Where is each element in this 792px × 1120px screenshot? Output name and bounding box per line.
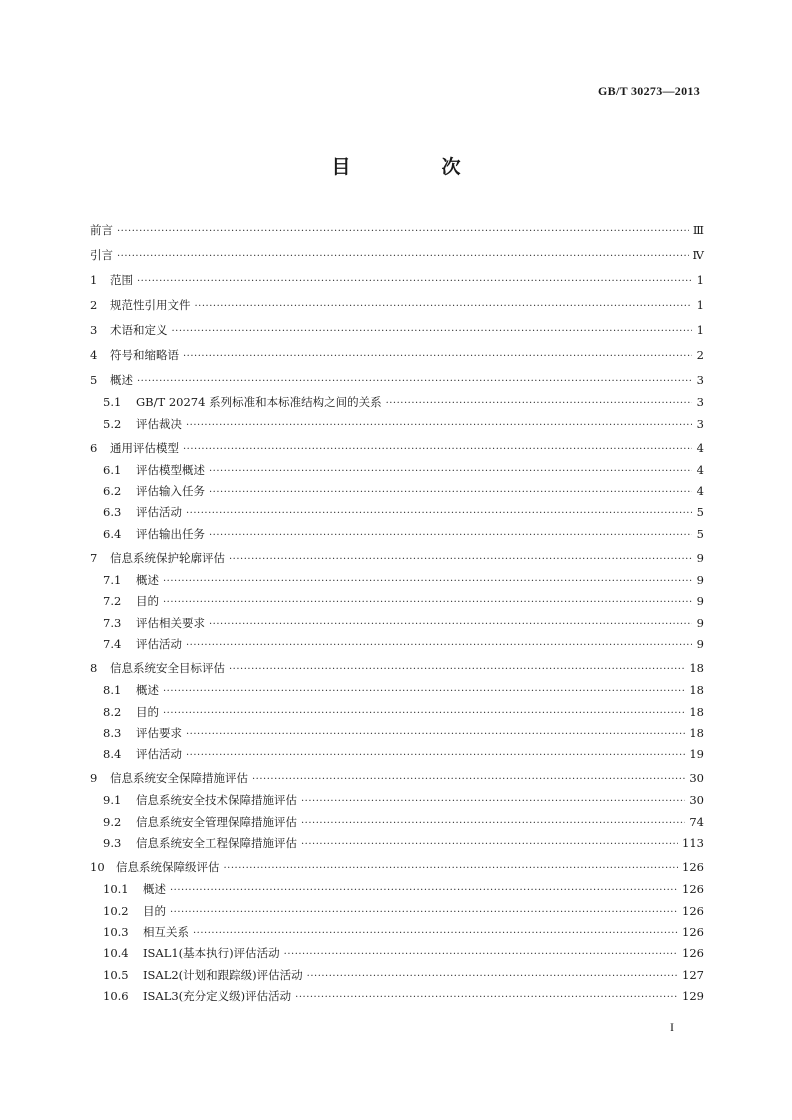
toc-entry[interactable] <box>90 347 704 368</box>
toc-entry-number: 10.5 <box>103 967 129 982</box>
toc-leader-dots <box>186 420 692 431</box>
table-of-contents <box>90 218 704 1008</box>
toc-entry-number: 10.3 <box>103 924 129 939</box>
toc-entry-number: 6.3 <box>103 505 122 520</box>
toc-leader-dots <box>301 818 685 829</box>
toc-entry[interactable] <box>90 881 704 901</box>
toc-entry-page: 18 <box>689 725 704 740</box>
toc-entry-label: 评估输入任务 <box>136 484 205 499</box>
toc-leader-dots <box>137 376 692 387</box>
toc-entry-page: 19 <box>689 747 704 762</box>
toc-leader-dots <box>186 750 685 761</box>
toc-entry-number: 7.1 <box>103 573 122 588</box>
standard-code: GB/T 30273—2013 <box>598 84 700 98</box>
toc-entry[interactable] <box>90 615 704 635</box>
toc-entry-page: 3 <box>696 373 704 387</box>
toc-entry-label: 评估相关要求 <box>136 615 205 630</box>
toc-entry-page: 5 <box>696 526 704 541</box>
toc-entry-label: 目的 <box>136 704 159 719</box>
toc-leader-dots <box>170 907 678 918</box>
toc-entry-label: 信息系统安全保障措施评估 <box>110 771 248 786</box>
toc-entry-label: 规范性引用文件 <box>110 298 191 312</box>
toc-leader-dots <box>117 251 689 262</box>
toc-entry-number: 6.4 <box>103 526 122 541</box>
toc-leader-dots <box>183 351 692 362</box>
toc-leader-dots <box>183 444 692 455</box>
toc-entry[interactable] <box>90 859 704 880</box>
toc-entry-page: 9 <box>696 636 704 651</box>
toc-entry-number: 2 <box>90 298 98 312</box>
toc-entry[interactable] <box>90 660 704 681</box>
toc-entry-label: 评估要求 <box>136 725 182 740</box>
toc-entry-page: 30 <box>689 771 704 786</box>
toc-entry[interactable] <box>90 394 704 414</box>
toc-entry-label: 范围 <box>110 273 133 287</box>
toc-entry-page: 126 <box>682 882 704 897</box>
toc-leader-dots <box>137 276 692 287</box>
toc-leader-dots <box>186 640 692 651</box>
toc-entry-label: 引言 <box>90 248 113 262</box>
toc-entry[interactable] <box>90 572 704 592</box>
toc-entry-label: 评估活动 <box>136 747 182 762</box>
toc-entry-label: 评估裁决 <box>136 416 182 431</box>
toc-entry[interactable] <box>90 924 704 944</box>
toc-leader-dots <box>386 398 692 409</box>
toc-leader-dots <box>301 839 678 850</box>
toc-entry-page: 126 <box>682 860 704 875</box>
toc-entry-page: 126 <box>682 903 704 918</box>
toc-entry[interactable] <box>90 835 704 855</box>
toc-entry-number: 10.2 <box>103 903 129 918</box>
toc-leader-dots <box>307 971 678 982</box>
toc-entry-number: 4 <box>90 348 98 362</box>
toc-entry-label: 评估模型概述 <box>136 462 205 477</box>
toc-entry[interactable] <box>90 945 704 965</box>
toc-leader-dots <box>117 226 689 237</box>
toc-entry-number: 9.1 <box>103 793 122 808</box>
toc-entry-page: 1 <box>696 273 704 287</box>
toc-entry[interactable] <box>90 725 704 745</box>
toc-entry-page: 4 <box>696 462 704 477</box>
toc-entry-number: 10.4 <box>103 946 129 961</box>
toc-entry-page: Ⅳ <box>692 248 704 262</box>
toc-entry[interactable] <box>90 222 704 243</box>
toc-entry-page: 9 <box>696 615 704 630</box>
toc-entry-page: 18 <box>689 704 704 719</box>
toc-entry-page: 9 <box>696 573 704 588</box>
toc-entry[interactable] <box>90 746 704 766</box>
toc-entry[interactable] <box>90 988 704 1008</box>
toc-entry-label: 概述 <box>136 683 159 698</box>
toc-leader-dots <box>295 992 678 1003</box>
toc-entry-number: 6.2 <box>103 484 122 499</box>
toc-leader-dots <box>229 664 685 675</box>
toc-entry[interactable] <box>90 272 704 293</box>
toc-leader-dots <box>229 554 692 565</box>
toc-entry-label: 信息系统保护轮廓评估 <box>110 550 225 565</box>
toc-leader-dots <box>172 326 693 337</box>
toc-entry[interactable] <box>90 297 704 318</box>
toc-entry[interactable] <box>90 967 704 987</box>
toc-entry-page: 113 <box>682 836 704 851</box>
toc-entry-label: 评估活动 <box>136 636 182 651</box>
toc-entry-label: ISAL1(基本执行)评估活动 <box>143 946 280 961</box>
toc-entry[interactable] <box>90 550 704 571</box>
toc-leader-dots <box>195 301 693 312</box>
page-number: I <box>670 1020 674 1034</box>
toc-entry-number: 6 <box>90 440 98 455</box>
toc-entry-page: 129 <box>682 988 704 1003</box>
toc-leader-dots <box>163 708 685 719</box>
toc-entry-page: 1 <box>696 298 704 312</box>
toc-entry-number: 8.2 <box>103 704 122 719</box>
toc-entry-label: 信息系统安全管理保障措施评估 <box>136 814 297 829</box>
toc-leader-dots <box>209 487 692 498</box>
toc-entry-label: 符号和缩略语 <box>110 348 179 362</box>
toc-leader-dots <box>209 530 692 541</box>
toc-leader-dots <box>209 466 692 477</box>
toc-leader-dots <box>284 949 678 960</box>
toc-entry-page: 18 <box>689 660 704 675</box>
toc-entry-label: 评估输出任务 <box>136 526 205 541</box>
toc-entry-number: 10.6 <box>103 988 129 1003</box>
toc-leader-dots <box>170 885 678 896</box>
toc-entry[interactable] <box>90 372 704 393</box>
toc-leader-dots <box>193 928 678 939</box>
toc-entry-number: 10 <box>90 860 105 875</box>
toc-entry[interactable] <box>90 636 704 656</box>
toc-leader-dots <box>163 576 692 587</box>
toc-entry[interactable] <box>90 682 704 702</box>
toc-entry-label: 前言 <box>90 223 113 237</box>
toc-entry-number: 8.3 <box>103 725 122 740</box>
toc-entry[interactable] <box>90 526 704 546</box>
toc-entry-number: 8.1 <box>103 683 122 698</box>
toc-entry-page: 126 <box>682 946 704 961</box>
toc-leader-dots <box>186 508 692 519</box>
toc-entry-page: 4 <box>696 440 704 455</box>
toc-entry-number: 8.4 <box>103 747 122 762</box>
toc-entry-number: 7.4 <box>103 636 122 651</box>
toc-entry-page: 3 <box>696 395 704 410</box>
toc-entry-label: 信息系统安全工程保障措施评估 <box>136 836 297 851</box>
toc-entry-page: 1 <box>696 323 704 337</box>
toc-entry-number: 3 <box>90 323 98 337</box>
toc-entry-label: ISAL3(充分定义级)评估活动 <box>143 988 292 1003</box>
toc-entry-label: ISAL2(计划和跟踪级)评估活动 <box>143 967 303 982</box>
toc-entry-label: 相互关系 <box>143 924 189 939</box>
toc-leader-dots <box>252 774 685 785</box>
toc-entry[interactable] <box>90 322 704 343</box>
toc-entry-page: 30 <box>689 793 704 808</box>
toc-entry-label: 概述 <box>136 573 159 588</box>
toc-entry-number: 8 <box>90 660 98 675</box>
toc-entry-page: 9 <box>696 550 704 565</box>
toc-entry-number: 9.3 <box>103 836 122 851</box>
toc-leader-dots <box>224 863 679 874</box>
toc-leader-dots <box>209 619 692 630</box>
toc-leader-dots <box>163 686 685 697</box>
toc-entry-page: 9 <box>696 594 704 609</box>
toc-entry[interactable] <box>90 704 704 724</box>
toc-entry-number: 7.2 <box>103 594 122 609</box>
toc-entry-page: 5 <box>696 505 704 520</box>
toc-entry-number: 5.2 <box>103 416 122 431</box>
toc-entry-page: Ⅲ <box>692 223 704 237</box>
toc-leader-dots <box>163 597 692 608</box>
toc-entry-label: 通用评估模型 <box>110 440 179 455</box>
toc-entry[interactable] <box>90 903 704 923</box>
toc-entry-label: 术语和定义 <box>110 323 168 337</box>
toc-entry-label: 信息系统保障级评估 <box>116 860 220 875</box>
toc-entry-number: 1 <box>90 273 98 287</box>
toc-entry[interactable] <box>90 504 704 524</box>
toc-entry-page: 4 <box>696 484 704 499</box>
toc-entry-label: GB/T 20274 系列标准和本标准结构之间的关系 <box>136 395 382 410</box>
toc-entry-label: 目的 <box>143 903 166 918</box>
toc-entry[interactable] <box>90 416 704 436</box>
toc-entry[interactable] <box>90 593 704 613</box>
toc-leader-dots <box>301 796 685 807</box>
toc-entry-label: 目的 <box>136 594 159 609</box>
toc-entry-number: 10.1 <box>103 882 129 897</box>
toc-entry-label: 评估活动 <box>136 505 182 520</box>
toc-entry-page: 2 <box>696 348 704 362</box>
toc-entry-number: 5.1 <box>103 395 122 410</box>
toc-entry-page: 74 <box>689 814 704 829</box>
toc-entry[interactable] <box>90 483 704 503</box>
toc-entry-label: 信息系统安全目标评估 <box>110 660 225 675</box>
toc-entry[interactable] <box>90 814 704 834</box>
toc-entry-page: 3 <box>696 416 704 431</box>
toc-entry[interactable] <box>90 462 704 482</box>
toc-entry[interactable] <box>90 247 704 268</box>
toc-entry-page: 18 <box>689 683 704 698</box>
toc-entry[interactable] <box>90 792 704 812</box>
toc-entry-label: 概述 <box>143 882 166 897</box>
toc-leader-dots <box>186 729 685 740</box>
toc-entry[interactable] <box>90 440 704 461</box>
toc-entry-number: 9 <box>90 771 98 786</box>
toc-entry-page: 126 <box>682 924 704 939</box>
toc-entry-number: 7 <box>90 550 98 565</box>
toc-entry[interactable] <box>90 770 704 791</box>
toc-entry-label: 概述 <box>110 373 133 387</box>
toc-entry-number: 5 <box>90 373 98 387</box>
toc-entry-number: 6.1 <box>103 462 122 477</box>
toc-entry-number: 9.2 <box>103 814 122 829</box>
toc-entry-label: 信息系统安全技术保障措施评估 <box>136 793 297 808</box>
toc-title: 目 次 <box>331 156 497 178</box>
toc-entry-number: 7.3 <box>103 615 122 630</box>
toc-entry-page: 127 <box>682 967 704 982</box>
